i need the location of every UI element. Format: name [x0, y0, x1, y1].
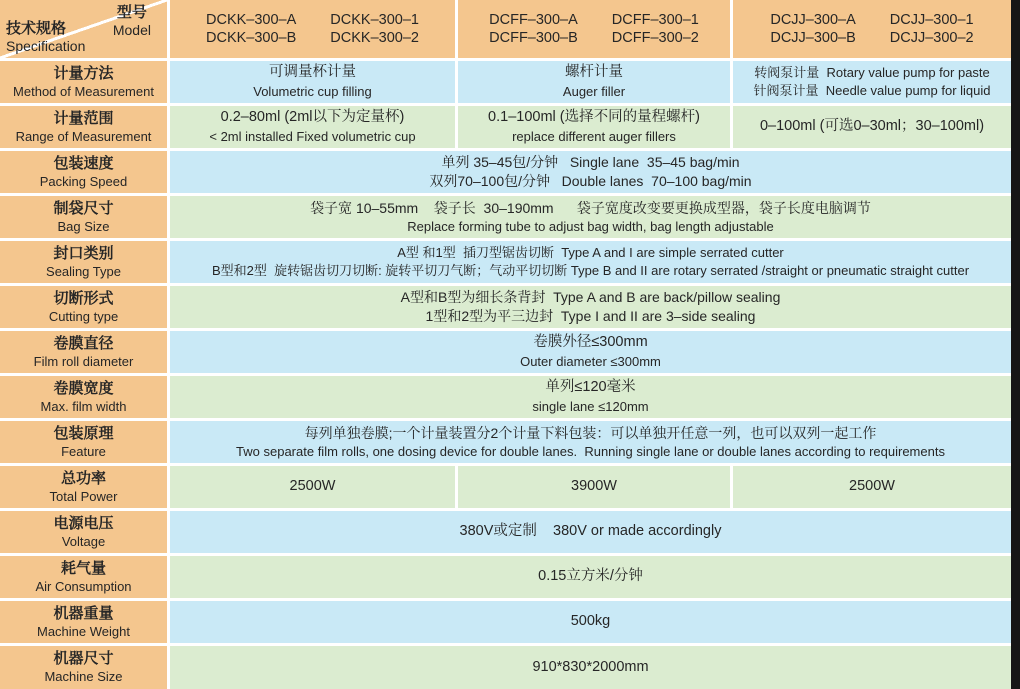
model-header-en: Model: [112, 22, 151, 38]
page-edge-strip: [1011, 0, 1020, 689]
row-label-en: Air Consumption: [35, 578, 132, 594]
row-label-en: Max. film width: [40, 398, 127, 414]
row-label-total-power: [0, 466, 167, 508]
model-header-zh: 型号: [116, 4, 147, 21]
model-name: DCFF–300–2: [611, 30, 699, 46]
model-name: DCFF–300–B: [489, 30, 578, 46]
cell-range-dcjj: [733, 106, 1011, 148]
row-label-en: Total Power: [49, 488, 118, 504]
cell-line: < 2ml installed Fixed volumetric cup: [209, 129, 416, 144]
row-label-air-consumption: [0, 556, 167, 598]
cell-range-dckk: [170, 106, 455, 148]
corner-spec-block: [6, 20, 85, 54]
row-label-zh: 卷膜直径: [53, 334, 114, 352]
row-label-zh: 卷膜宽度: [53, 379, 114, 397]
cell-line: 可调量杯计量: [269, 64, 356, 81]
model-column-dckk: [170, 0, 455, 58]
cell-line: 螺杆计量: [565, 64, 623, 81]
row-label-film-roll-diameter: [0, 331, 167, 373]
cell-feature: [170, 421, 1011, 463]
row-label-zh: 计量方法: [53, 64, 114, 82]
model-name: DCFF–300–1: [611, 12, 699, 28]
cell-line: 2500W: [849, 478, 895, 495]
model-name: DCKK–300–1: [330, 12, 419, 28]
model-name: DCKK–300–B: [206, 30, 297, 46]
model-list: [206, 12, 419, 46]
cell-measurement-dcjj: [733, 61, 1011, 103]
row-label-zh: 包装速度: [53, 154, 114, 172]
cell-range-dcff: [458, 106, 730, 148]
row-label-bag-size: [0, 196, 167, 238]
row-label-method-of-measurement: [0, 61, 167, 103]
cell-line: Outer diameter ≤300mm: [520, 354, 661, 369]
row-label-en: Bag Size: [57, 218, 110, 234]
model-name: DCJJ–300–A: [770, 12, 856, 28]
model-name: DCJJ–300–B: [770, 30, 856, 46]
corner-model-block: [113, 4, 151, 38]
row-label-cutting-type: [0, 286, 167, 328]
row-label-zh: 切断形式: [53, 289, 114, 307]
model-name: DCJJ–300–1: [889, 12, 974, 28]
cell-line: 380V或定制 380V or made accordingly: [459, 523, 722, 540]
cell-line: 0–100ml (可选0–30ml；30–100ml): [759, 118, 985, 135]
cell-line: single lane ≤120mm: [532, 399, 649, 414]
row-label-en: Voltage: [61, 533, 106, 549]
row-label-machine-size: [0, 646, 167, 689]
cell-line: 500kg: [570, 613, 611, 630]
model-column-dcjj: [733, 0, 1011, 58]
cell-packing-speed: [170, 151, 1011, 193]
row-label-zh: 制袋尺寸: [53, 199, 114, 217]
model-name: DCKK–300–A: [206, 12, 297, 28]
row-label-zh: 机器重量: [53, 604, 114, 622]
row-label-zh: 耗气量: [60, 559, 106, 577]
cell-power-dcjj: [733, 466, 1011, 508]
row-label-zh: 计量范围: [53, 109, 114, 127]
model-list: [770, 12, 973, 46]
row-label-en: Method of Measurement: [13, 83, 154, 99]
cell-line: 袋子宽 10–55mm 袋子长 30–190mm 袋子宽度改变要更换成型器，袋子长度电脑调节: [310, 199, 871, 216]
cell-sealing-type: [170, 241, 1011, 283]
row-label-range-of-measurement: [0, 106, 167, 148]
cell-line: 单列 35–45包/分钟 Single lane 35–45 bag/min: [441, 154, 740, 171]
spec-header-zh: 技术规格: [6, 19, 67, 37]
row-label-max-film-width: [0, 376, 167, 418]
row-label-packing-speed: [0, 151, 167, 193]
cell-line: 双列70–100包/分钟 Double lanes 70–100 bag/min: [429, 173, 752, 189]
row-label-sealing-type: [0, 241, 167, 283]
cell-cutting-type: [170, 286, 1011, 328]
cell-line: 转阀泵计量 Rotary value pump for paste: [754, 65, 990, 81]
cell-line: replace different auger fillers: [512, 129, 676, 144]
row-label-feature: [0, 421, 167, 463]
model-column-dcff: [458, 0, 730, 58]
row-label-zh: 包装原理: [53, 424, 114, 442]
row-label-en: Packing Speed: [39, 173, 128, 189]
cell-line: 1型和2型为平三边封 Type I and II are 3–side sealing: [425, 308, 756, 324]
cell-measurement-dcff: [458, 61, 730, 103]
row-label-en: Film roll diameter: [33, 353, 134, 369]
cell-line: 0.1–100ml (选择不同的量程螺杆): [488, 109, 700, 126]
row-label-zh: 电源电压: [53, 514, 114, 532]
cell-voltage: [170, 511, 1011, 553]
row-label-en: Sealing Type: [46, 263, 121, 279]
cell-power-dckk: [170, 466, 455, 508]
cell-bag-size: [170, 196, 1011, 238]
cell-line: Volumetric cup filling: [253, 84, 372, 99]
cell-line: 每列单独卷膜;一个计量装置分2个计量下料包装：可以单独开任意一列，也可以双列一起工作: [304, 424, 877, 441]
cell-max-film-width: [170, 376, 1011, 418]
model-list: [489, 12, 699, 46]
corner-header-cell: [0, 0, 167, 58]
cell-line: 910*830*2000mm: [532, 658, 649, 675]
cell-line: 卷膜外径≤300mm: [533, 334, 648, 351]
cell-film-roll-diameter: [170, 331, 1011, 373]
cell-machine-size: [170, 646, 1011, 689]
row-label-voltage: [0, 511, 167, 553]
cell-line: A型 和1型 插刀型锯齿切断 Type A and I are simple serrated cutter: [397, 245, 784, 261]
cell-line: Two separate film rolls, one dosing device for double lanes. Running single lane or double lanes according to requirements: [236, 443, 945, 459]
cell-line: 针阀泵计量 Needle value pump for liquid: [753, 83, 991, 98]
cell-line: A型和B型为细长条背封 Type A and B are back/pillow sealing: [400, 289, 781, 306]
cell-line: 0.2–80ml (2ml以下为定量杯): [220, 109, 405, 126]
row-label-zh: 封口类别: [53, 244, 114, 262]
row-label-zh: 机器尺寸: [53, 650, 114, 668]
row-label-en: Machine Size: [44, 669, 123, 685]
row-label-en: Machine Weight: [37, 623, 130, 639]
cell-line: 单列≤120毫米: [545, 379, 636, 396]
row-label-machine-weight: [0, 601, 167, 643]
cell-line: Auger filler: [562, 84, 626, 99]
cell-line: Replace forming tube to adjust bag width, bag length adjustable: [407, 218, 774, 234]
model-name: DCFF–300–A: [489, 12, 578, 28]
cell-line: 0.15立方米/分钟: [538, 568, 643, 585]
row-label-en: Cutting type: [48, 308, 119, 324]
row-label-en: Range of Measurement: [15, 128, 152, 144]
model-name: DCJJ–300–2: [889, 30, 974, 46]
row-label-zh: 总功率: [60, 469, 106, 487]
cell-line: 3900W: [571, 478, 617, 495]
cell-machine-weight: [170, 601, 1011, 643]
cell-measurement-dckk: [170, 61, 455, 103]
cell-air-consumption: [170, 556, 1011, 598]
model-name: DCKK–300–2: [330, 30, 419, 46]
cell-line: 2500W: [289, 478, 336, 495]
spec-header-en: Specification: [6, 37, 86, 54]
cell-line: B型和2型 旋转锯齿切刀切断: 旋转平切刀气断；气动平切切断 Type B and II are rotary serrated /straight or pneumatic straight cutter: [211, 263, 970, 278]
cell-power-dcff: [458, 466, 730, 508]
row-label-en: Feature: [61, 443, 106, 459]
